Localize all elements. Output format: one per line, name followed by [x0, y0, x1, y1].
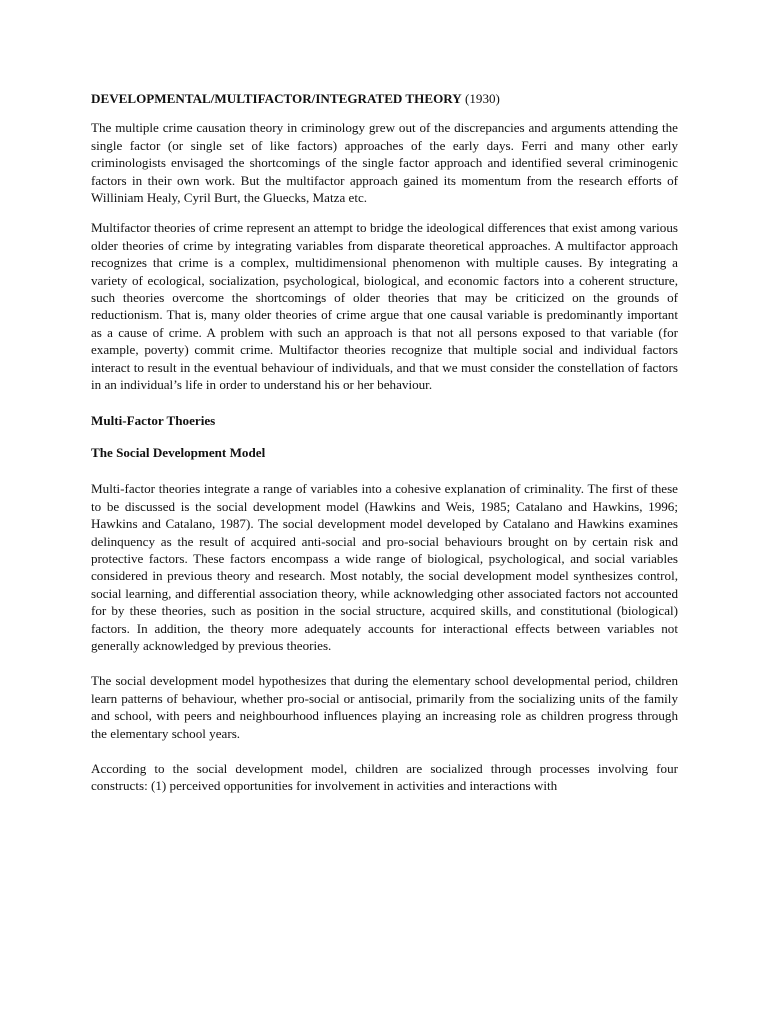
- document-body: [91, 90, 678, 808]
- paragraph: According to the social development model, children are socialized through processes involving four constructs: (1) perceived opportunities for involvement in activities and interactions with: [91, 761, 678, 794]
- paragraph: Multi-factor theories integrate a range of variables into a cohesive explanation of criminality. The first of these to be discussed is the social development model (Hawkins and Weis, 1985; Catalano and Hawkins, 1996; Hawkins and Catalano, 1987). The social development model developed by Catalano and Hawkins examines delinquency as the result of acquired anti-social and pro-social behaviours brought on by certain risk and protective factors. These factors encompass a wide range of biological, psychological, and social variables considered in previous theory and research. Most notably, the social development model synthesizes control, social learning, and differential association theory, while acknowledging other associated factors not accounted for by these theories, such as position in the social structure, acquired skills, and constitutional (biological) factors. In addition, the theory more adequately accounts for interactional effects between variables not generally acknowledged by previous theories.: [91, 481, 678, 653]
- title-year: (1930): [465, 91, 500, 106]
- paragraph: The multiple crime causation theory in criminology grew out of the discrepancies and arguments attending the single factor (or single set of like factors) approaches of the early days. Ferri and many other early criminologists envisaged the shortcomings of the single factor approach and identified several criminogenic factors in their own work. But the multifactor approach gained its momentum from the research efforts of Williniam Healy, Cyril Burt, the Gluecks, Matza etc.: [91, 120, 678, 206]
- document-title: [91, 90, 678, 107]
- paragraph: Multifactor theories of crime represent an attempt to bridge the ideological differences that exist among various older theories of crime by integrating variables from disparate theoretical approaches. A multifactor approach recognizes that crime is a complex, multidimensional phenomenon with multiple causes. By integrating a variety of ecological, socialization, psychological, biological, and economic factors into a coherent structure, such theories overcome the shortcomings of older theories that may be criticized on the grounds of reductionism. That is, many older theories of crime argue that one causal variable is predominantly important as a cause of crime. A problem with such an approach is that not all persons exposed to that variable (for example, poverty) commit crime. Multifactor theories recognize that multiple social and individual factors interact to result in the eventual behaviour of individuals, and that we must consider the constellation of factors in an individual’s life in order to understand his or her behaviour.: [91, 220, 678, 393]
- paragraph: The social development model hypothesizes that during the elementary school developmental period, children learn patterns of behaviour, whether pro-social or antisocial, primarily from the socializing units of the family and school, with peers and neighbourhood influences playing an increasing role as children progress through the elementary school years.: [91, 673, 678, 741]
- section-heading: Multi-Factor Thoeries: [91, 412, 216, 428]
- section-heading: The Social Development Model: [91, 444, 266, 460]
- title-text: DEVELOPMENTAL/MULTIFACTOR/INTEGRATED THEORY: [91, 91, 462, 106]
